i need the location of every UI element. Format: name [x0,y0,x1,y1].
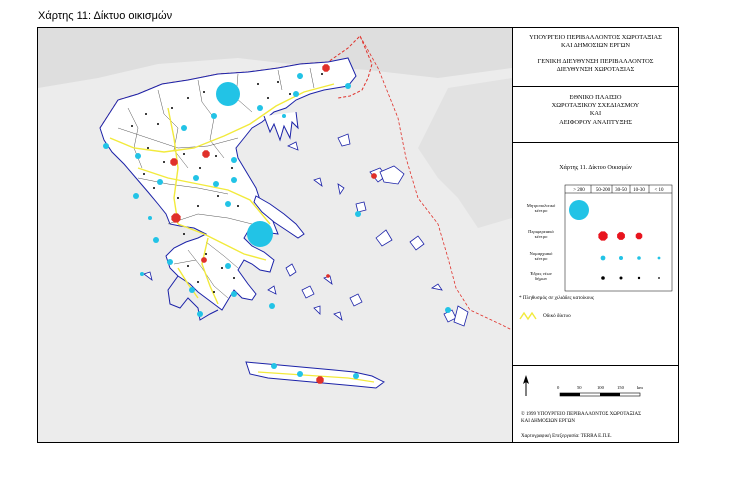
prefecture-centre-marker [445,307,451,313]
prefecture-centre-marker [189,287,195,293]
regional-centre-marker [322,64,329,71]
regional-centre-marker [202,150,209,157]
prefecture-centre-marker [293,91,299,97]
settlement-markers [38,28,512,442]
legend-symbol [601,276,605,280]
prefecture-centre-marker [181,125,187,131]
prefecture-centre-marker [213,181,219,187]
prefecture-centre-marker [271,363,277,369]
panel-divider [513,365,678,366]
legend-symbol [620,277,623,280]
cartography-credit: Χαρτογραφική Επεξεργασία: TERRA Ε.Π.Ε. [521,434,612,439]
prefecture-centre-marker [103,143,109,149]
prefecture-centre-marker [297,73,303,79]
scale-tick-label: km [637,385,643,390]
legend-column-header: > 200 [573,188,585,193]
prefecture-centre-marker [197,311,203,317]
metropolitan-centre-marker [247,221,273,247]
prefecture-centre-marker [353,373,359,379]
regional-centre-marker [371,173,377,179]
panel-divider [513,142,678,143]
metropolitan-centre-marker [216,82,240,106]
regional-centre-marker [170,158,177,165]
legend-column-header: 30-50 [615,188,627,193]
prefecture-centre-marker [231,177,237,183]
legend-symbol [601,256,606,261]
scale-bar [559,392,649,400]
ministry-title: ΥΠΟΥΡΓΕΙΟ ΠΕΡΙΒΑΛΛΟΝΤΟΣ ΧΩΡΟΤΑΞΙΑΣ ΚΑΙ ΔΗΜΟΣΙΩΝ ΕΡΓΩΝ [529,34,662,50]
prefecture-centre-marker [269,303,275,309]
prefecture-centre-marker [231,291,237,297]
prefecture-centre-marker [193,175,199,181]
legend-symbol [637,256,641,260]
legend-symbol [658,277,660,279]
panel-divider [513,86,678,87]
road-legend-symbol [519,311,539,321]
legend-column-header: 50-200 [595,188,611,193]
legend-symbol [658,257,661,260]
legend-row-label: Νομαρχιακό κέντρο [529,251,553,262]
scale-tick-label: 0 [557,385,560,390]
prefecture-centre-marker [157,179,163,185]
legend-table [513,184,679,304]
legend-panel [512,28,678,442]
regional-centre-marker [171,213,180,222]
prefecture-centre-marker [135,153,141,159]
prefecture-centre-marker [225,263,231,269]
legend-symbol [636,233,643,240]
map-frame [37,27,679,443]
legend-symbol [617,232,625,240]
map-caption: Χάρτης 11: Δίκτυο οικισμών [38,10,173,22]
legend-symbol [619,256,623,260]
scale-tick-label: 150 [617,385,624,390]
regional-centre-marker [326,274,330,278]
prefecture-centre-marker [140,272,144,276]
legend-symbol [569,200,589,220]
prefecture-centre-marker [225,201,231,207]
prefecture-centre-marker [133,193,139,199]
legend-row-label: Περιφερειακό κέντρο [528,229,554,240]
prefecture-centre-marker [231,157,237,163]
copyright-note: © 1999 ΥΠΟΥΡΓΕΙΟ ΠΕΡΙΒΑΛΛΟΝΤΟΣ ΧΩΡΟΤΑΞΙΑΣ ΚΑΙ ΔΗΜΟΣΙΩΝ ΕΡΓΩΝ [521,412,642,424]
department-title: ΓΕΝΙΚΗ ΔΙΕΥΘΥΝΣΗ ΠΕΡΙΒΑΛΛΟΝΤΟΣ ΔΙΕΥΘΥΝΣΗ ΧΩΡΟΤΑΞΙΑΣ [537,58,654,74]
map-title: Χάρτης 11. Δίκτυο Οικισμών [559,164,632,171]
scale-tick-label: 50 [577,385,582,390]
prefecture-centre-marker [148,216,152,220]
legend-symbol [638,277,640,279]
prefecture-centre-marker [345,83,351,89]
road-legend-label: Οδικό δίκτυο [543,313,571,319]
regional-centre-marker [316,376,323,383]
legend-row-label: Μητροπολιτικό κέντρο [526,203,556,214]
population-note: * Πληθυσμός σε χιλιάδες κατοίκους [519,295,594,301]
prefecture-centre-marker [297,371,303,377]
prefecture-centre-marker [167,259,173,265]
prefecture-centre-marker [153,237,159,243]
legend-column-header: < 10 [654,188,664,193]
scale-tick-label: 100 [597,385,604,390]
legend-symbol [598,231,607,240]
legend-row-label: Έδρες νέων δήμων [530,271,552,282]
prefecture-centre-marker [211,113,217,119]
prefecture-centre-marker [282,114,286,118]
north-arrow-icon [521,374,531,398]
legend-column-header: 10-30 [633,188,645,193]
planning-title: ΕΘΝΙΚΟ ΠΛΑΙΣΙΟ ΧΩΡΟΤΑΞΙΚΟΥ ΣΧΕΔΙΑΣΜΟΥ ΚΑΙ ΑΕΙΦΟΡΟΥ ΑΝΑΠΤΥΞΗΣ [551,94,640,126]
prefecture-centre-marker [355,211,361,217]
prefecture-centre-marker [257,105,263,111]
regional-centre-marker [201,257,207,263]
